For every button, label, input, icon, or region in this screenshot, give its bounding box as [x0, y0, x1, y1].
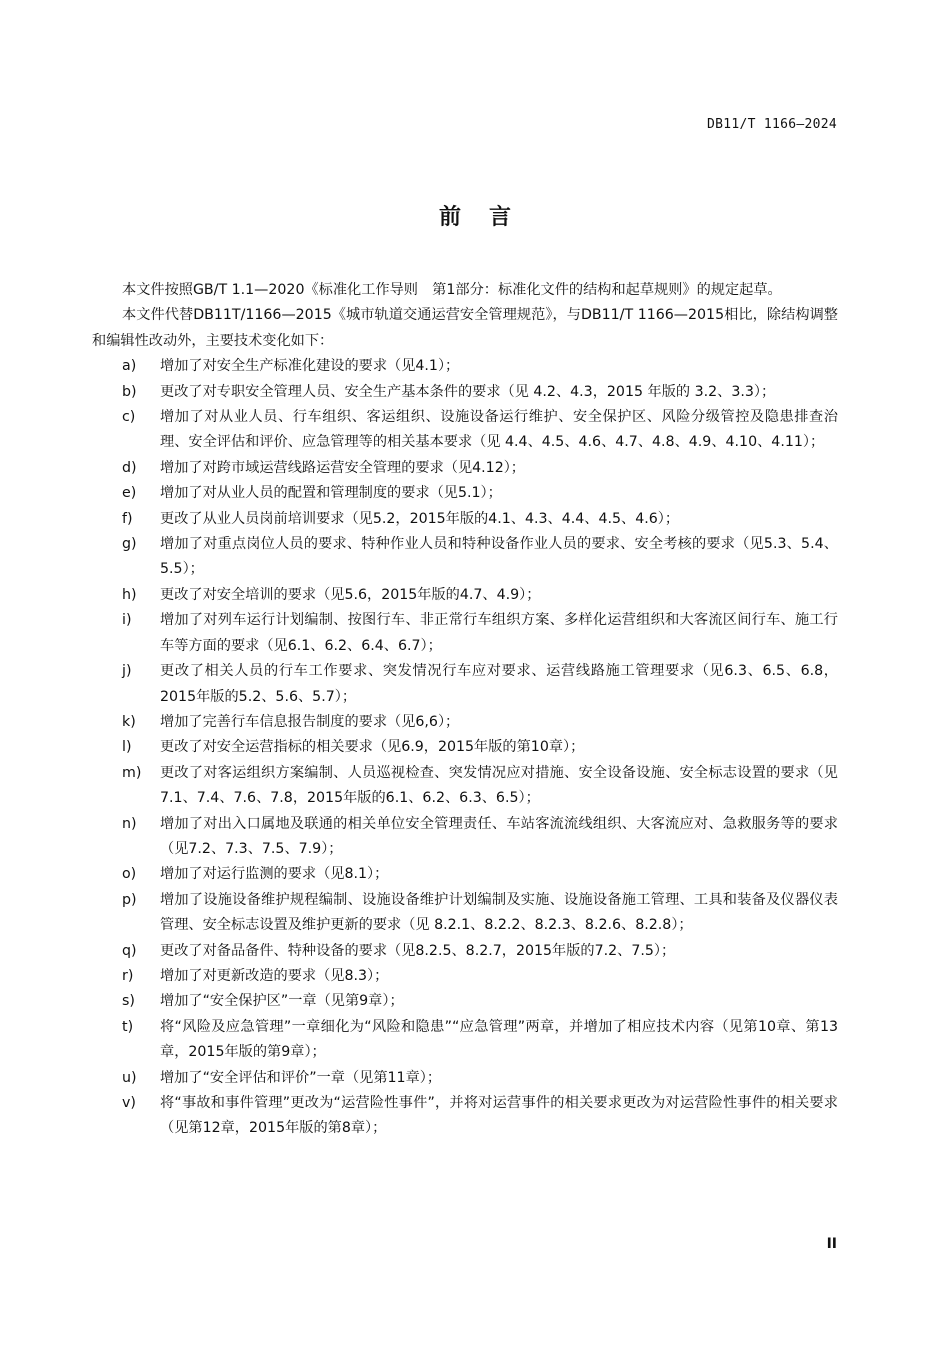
list-item — [92, 888, 838, 939]
change-list — [92, 354, 838, 1142]
list-item-text: 更改了对客运组织方案编制、人员巡视检查、突发情况应对措施、安全设备设施、安全标志设置的要求（见7.1、7.4、7.6、7.8，2015年版的6.1、6.2、6.3、6.5）； — [160, 764, 838, 807]
list-item — [92, 481, 838, 506]
paragraph: 本文件按照GB/T 1.1—2020《标准化工作导则 第1部分：标准化文件的结构和起草规则》的规定起草。 — [122, 282, 782, 298]
list-item-text: 增加了对安全生产标准化建设的要求（见4.1）； — [160, 358, 460, 375]
list-item — [92, 964, 838, 989]
list-item-text: 将“事故和事件管理”更改为“运营险性事件”，并将对运营事件的相关要求更改为对运营险性事件的相关要求（见第12章，2015年版的第8章）； — [160, 1095, 838, 1137]
list-item-marker: v) — [122, 1095, 136, 1111]
list-item-text: 增加了对列车运行计划编制、按图行车、非正常行车组织方案、多样化运营组织和大客流区间行车、施工行车等方面的要求（见6.1、6.2、6.4、6.7）； — [160, 612, 838, 654]
list-item — [92, 354, 838, 379]
list-item — [92, 761, 838, 812]
list-item-text: 将“风险及应急管理”一章细化为“风险和隐患”“应急管理”两章，并增加了相应技术内容（见第10章、第13章，2015年版的第9章）； — [160, 1018, 838, 1061]
list-item-marker: j) — [122, 663, 132, 680]
list-item-text: 增加了对跨市域运营线路运营安全管理的要求（见4.12）； — [160, 459, 525, 476]
list-item-marker: f) — [122, 510, 133, 527]
section-title: 前言 — [438, 205, 539, 230]
list-item-marker: l) — [122, 739, 132, 756]
list-item-marker: a) — [122, 358, 137, 375]
list-item-marker: u) — [122, 1069, 137, 1086]
list-item — [92, 456, 838, 481]
list-item — [92, 710, 838, 735]
list-item-text: 增加了对从业人员、行车组织、客运组织、设施设备运行维护、安全保护区、风险分级管控及隐患排查治理、安全评估和评价、应急管理等的相关基本要求（见 4.4、4.5、4.6、4.7、4.8、4.9、4.10、4.11）； — [160, 409, 838, 451]
list-item — [92, 659, 838, 710]
list-item-text: 增加了“安全评估和评价”一章（见第11章）； — [160, 1069, 442, 1086]
list-item-text: 更改了对备品备件、特种设备的要求（见8.2.5、8.2.7，2015年版的7.2、7.5）； — [160, 942, 676, 959]
list-item — [92, 1015, 838, 1066]
list-item-marker: b) — [122, 383, 137, 400]
paragraph: 本文件代替DB11T/1166—2015《城市轨道交通运营安全管理规范》，与DB11/T 1166—2015相比，除结构调整和编辑性改动外，主要技术变化如下： — [92, 307, 838, 349]
list-item — [92, 380, 838, 405]
list-item-text: 增加了对运行监测的要求（见8.1）； — [160, 866, 389, 883]
list-item-marker: s) — [122, 993, 135, 1010]
list-item-marker: g) — [122, 536, 137, 553]
list-item — [92, 735, 838, 760]
list-item-marker: d) — [122, 459, 137, 476]
list-item-text: 更改了对专职安全管理人员、安全生产基本条件的要求（见 4.2、4.3，2015 年版的 3.2、3.3）； — [160, 383, 776, 400]
list-item-marker: m) — [122, 764, 142, 781]
list-item-text: 增加了对重点岗位人员的要求、特种作业人员和特种设备作业人员的要求、安全考核的要求（见5.3、5.4、5.5）； — [160, 536, 838, 578]
list-item-marker: c) — [122, 409, 136, 426]
list-item-text: 增加了设施设备维护规程编制、设施设备维护计划编制及实施、设施设备施工管理、工具和装备及仪器仪表管理、安全标志设置及维护更新的要求（见 8.2.1、8.2.2、8.2.3、8.2.6、8.2.8）； — [160, 891, 838, 934]
list-item-text: 更改了对安全培训的要求（见5.6，2015年版的4.7、4.9）； — [160, 586, 541, 603]
list-item-text: 更改了从业人员岗前培训要求（见5.2，2015年版的4.1、4.3、4.4、4.5、4.6）； — [160, 510, 680, 527]
list-item — [92, 608, 838, 659]
list-item-text: 增加了完善行车信息报告制度的要求（见6,6）； — [160, 713, 460, 730]
list-item-text: 增加了对更新改造的要求（见8.3）； — [160, 967, 389, 984]
list-item-marker: h) — [122, 586, 137, 603]
list-item-marker: e) — [122, 485, 137, 502]
list-item-marker: r) — [122, 967, 134, 984]
list-item-text: 增加了“安全保护区”一章（见第9章）； — [160, 993, 404, 1010]
list-item — [92, 939, 838, 964]
list-item — [92, 1066, 838, 1091]
list-item-marker: o) — [122, 866, 137, 883]
list-item-marker: p) — [122, 891, 137, 908]
document-code: DB11/T 1166—2024 — [706, 117, 837, 132]
list-item — [92, 812, 838, 863]
list-item — [92, 583, 838, 608]
list-item — [92, 1091, 838, 1142]
list-item — [92, 862, 838, 887]
list-item — [92, 532, 838, 583]
list-item-text: 更改了相关人员的行车工作要求、突发情况行车应对要求、运营线路施工管理要求（见6.3、6.5、6.8，2015年版的5.2、5.6、5.7）； — [160, 663, 838, 705]
list-item — [92, 507, 838, 532]
list-item-marker: q) — [122, 942, 137, 959]
list-item-text: 增加了对从业人员的配置和管理制度的要求（见5.1）； — [160, 485, 502, 502]
page-number: II — [826, 1236, 837, 1252]
document-body — [92, 278, 838, 1142]
list-item-text: 增加了对出入口属地及联通的相关单位安全管理责任、车站客流流线组织、大客流应对、急救服务等的要求（见7.2、7.3、7.5、7.9）； — [160, 815, 838, 857]
list-item-marker: i) — [122, 612, 132, 629]
list-item-marker: n) — [122, 815, 137, 832]
list-item — [92, 405, 838, 456]
list-item-marker: k) — [122, 713, 136, 730]
list-item — [92, 989, 838, 1014]
list-item-marker: t) — [122, 1018, 134, 1035]
list-item-text: 更改了对安全运营指标的相关要求（见6.9，2015年版的第10章）； — [160, 739, 585, 756]
